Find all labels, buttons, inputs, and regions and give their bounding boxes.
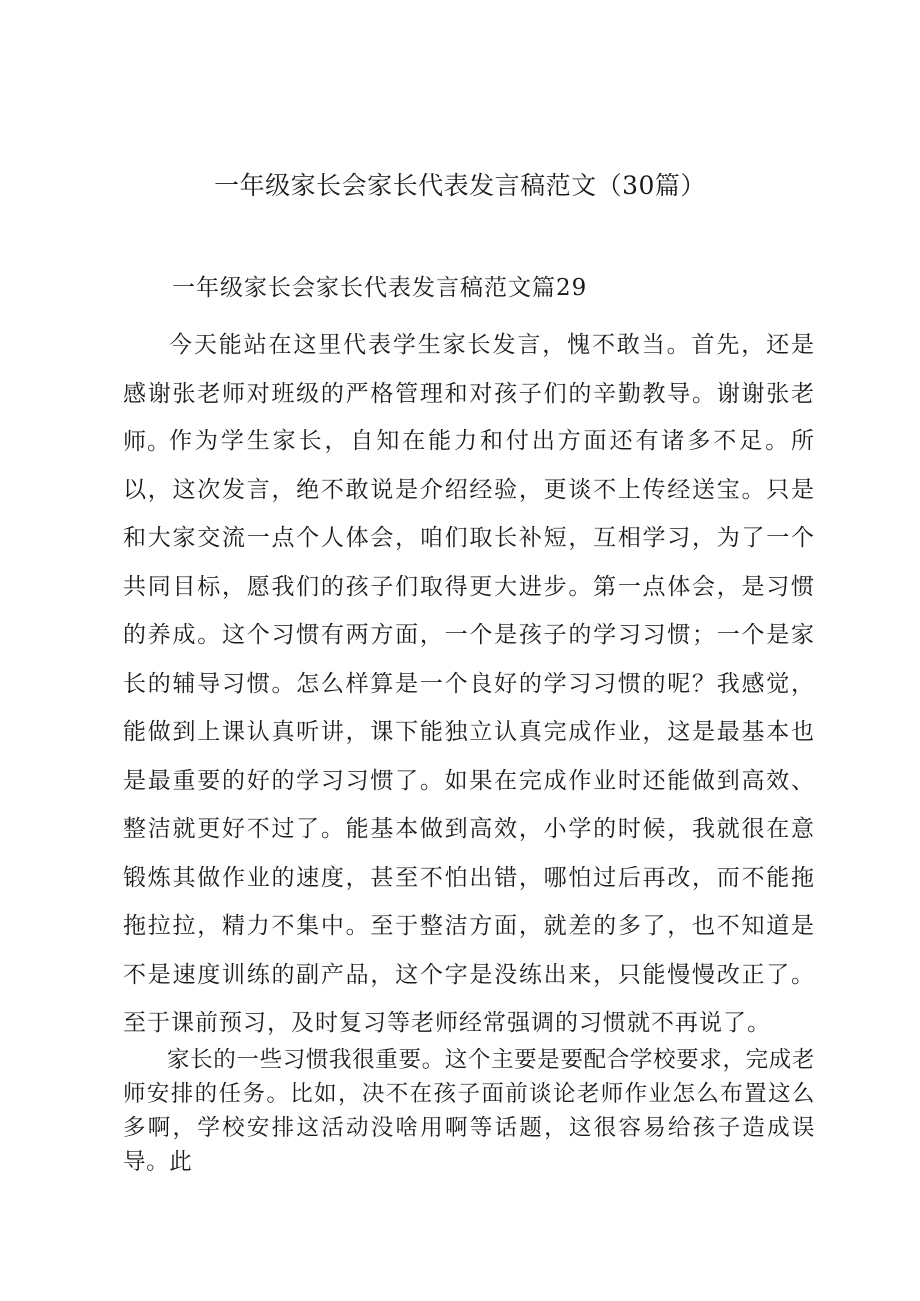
paragraph-3: 家长的一些习惯我很重要。这个主要是要配合学校要求，完成老师安排的任务。比如，决不在孩子面前谈论老师作业怎么布置这么多啊，学校安排这活动没啥用啊等话题，这很容易给孩子造成误导。此 (123, 1047, 815, 1175)
paragraph-1: 今天能站在这里代表学生家长发言，愧不敢当。首先，还是感谢张老师对班级的严格管理和对孩子们的辛勤教导。谢谢张老师。 (123, 332, 815, 455)
section-heading: 一年级家长会家长代表发言稿范文篇29 (172, 275, 588, 301)
document-title: 一年级家长会家长代表发言稿范文（30篇） (214, 171, 706, 200)
paragraph-2: 作为学生家长，自知在能力和付出方面还有诸多不足。所以，这次发言，绝不敢说是介绍经验，更谈不上传经送宝。只是和大家交流一点个人体会，咱们取长补短，互相学习，为了一个共同目标，愿我们的孩子们取得更大进步。第一点体会，是习惯的养成。这个习惯有两方面，一个是孩子的学习习惯；一个是家长的辅导习惯。怎么样算是一个良好的学习习惯的呢？我感觉，能做到上课认真听讲，课下能独立认真完成作业，这是最基本也是最重要的好的学习习惯了。如果在完成作业时还能做到高效、整洁就更好不过了。能基本做到高效，小学的时候，我就很在意锻炼其做作业的速度，甚至不怕出错，哪怕过后再改，而不能拖拖拉拉，精力不集中。至于整洁方面，就差的多了，也不知道是不是速度训练的副产品，这个字是没练出来，只能慢慢改正了。至于课前预习，及时复习等老师经常强调的习惯就不再说了。 (123, 428, 815, 1036)
